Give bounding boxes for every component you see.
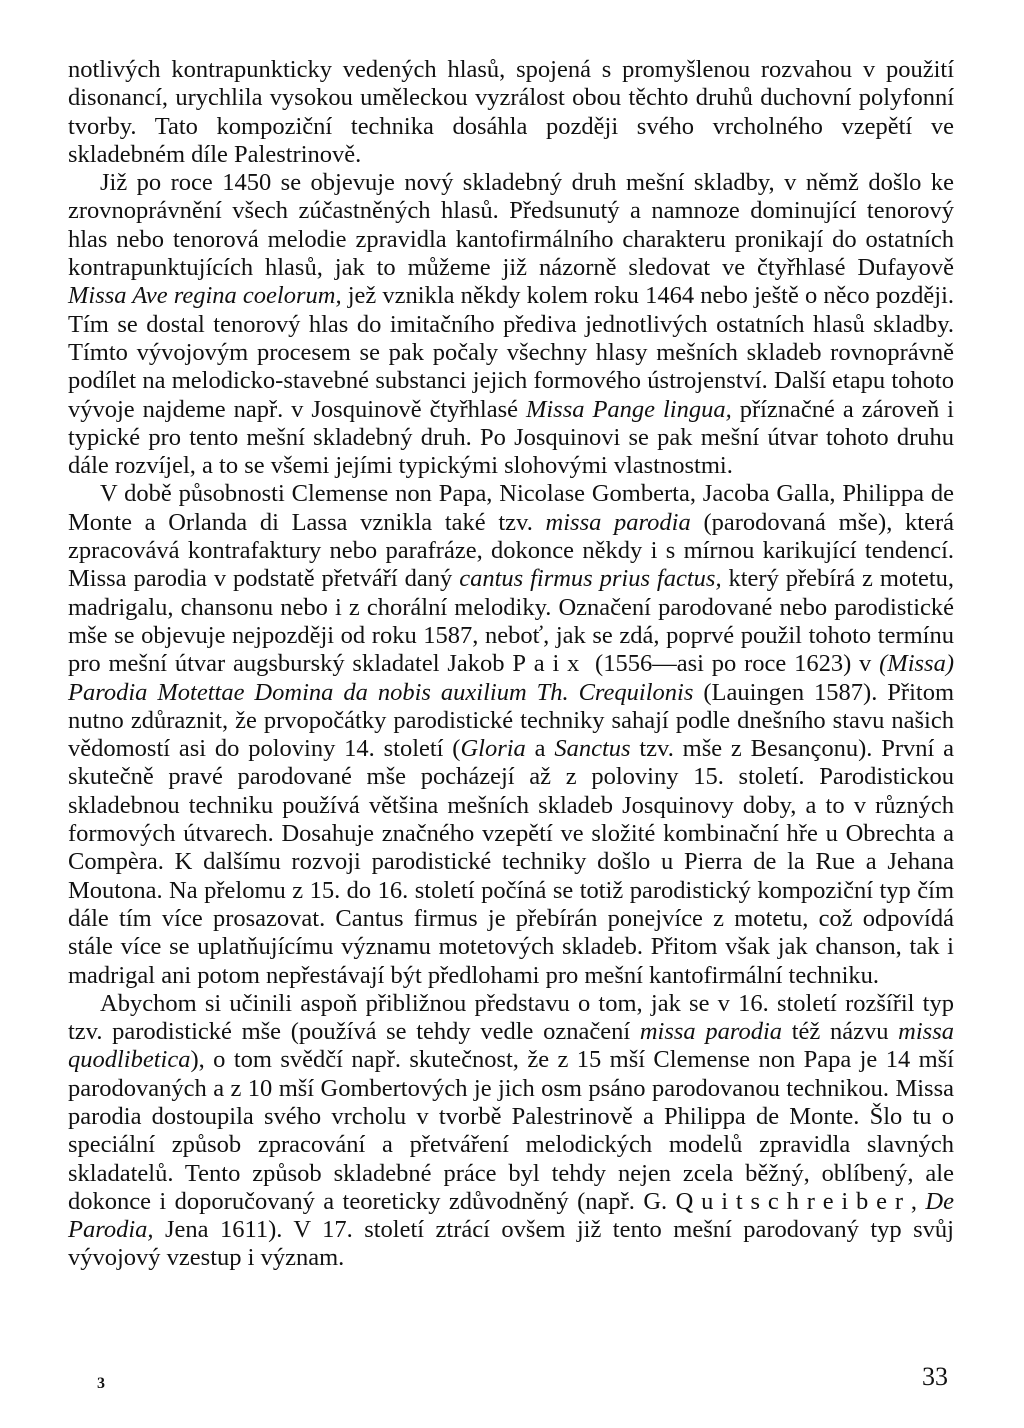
- text-run: ), o tom svědčí např. skutečnost, že z 15 mší Clemense non Papa je 14 mší parodovaných a z 10 mší Gombertových je jich osm psáno parodovanou technikou. Missa parodia dostoupila svého vrcholu v tvorbě Palestrinově a Philippa de Monte. Šlo tu o speciální způsob zpracování a přetváření melodických modelů zpravidla slavných skladatelů. Tento způsob skladebné práce byl tehdy nejen zcela běžný, oblíbený, ale dokonce i doporučovaný a teoreticky zdůvodněný (např. G.: [68, 1046, 954, 1215]
- printer-signature-mark: 3: [97, 1375, 105, 1392]
- text-run: ,: [910, 1187, 926, 1215]
- italic-text: missa quodlibetica: [68, 1018, 954, 1074]
- italic-text: Missa Pange lingua,: [525, 395, 732, 423]
- text-run: (Lauingen 1587). Přitom nutno zdůraznit, že prvopočátky parodistické techniky sahají podle dnešního stavu našich vědomostí asi do poloviny 14. století (: [68, 678, 955, 763]
- text-run: notlivých kontrapunkticky vedených hlasů, spojená s promyšlenou rozvahou v použití disonancí, urychlila vysokou uměleckou vyzrálost obou těchto druhů duchovní polyfonní tvorby. Tato kompoziční technika dosáhla později svého vrcholného vzepětí ve skladebném díle Palestrinově.: [68, 56, 954, 168]
- text-run: tzv. mše z Besançonu). První a skutečně pravé parodované mše pocházejí až z poloviny 15. století. Parodistickou skladebnou techniku používá většina mešních skladeb Josquinovy doby, a to v různých formových útvarech. Dosahuje značného vzepětí ve složité kombinační hře u Obrechta a Compèra. K dalšímu rozvoji parodistické techniky došlo u Pierra de la Rue a Jehana Moutona. Na přelomu z 15. do 16. století počíná se totiž parodistický kompoziční typ čím dále tím více prosazovat. Cantus firmus je přebírán ponejvíce z motetu, což odpovídá stále více se uplatňujícímu významu motetových skladeb. Přitom však jak chanson, tak i madrigal ani potom nepřestávají být předlohami pro mešní kantofirmální techniku.: [68, 735, 954, 989]
- italic-text: Missa Ave regina coelorum,: [68, 282, 342, 310]
- paragraph: [68, 480, 954, 989]
- italic-text: cantus firmus prius factus,: [459, 565, 722, 593]
- text-run: který přebírá z motetu, madrigalu, chansonu nebo i z chorální melodiky. Označení parodované nebo parodistické mše se objevuje nejpozději od roku 1587, neboť, jak se zdá, poprvé použil tohoto termínu pro mešní útvar augsburský skladatel Jakob: [68, 565, 954, 678]
- paragraph: [68, 990, 954, 1273]
- paragraph: [68, 56, 954, 169]
- text-run: V době působnosti Clemense non Papa, Nicolase Gomberta, Jacoba Galla, Philippa de Monte a Orlanda di Lassa vznikla také tzv.: [68, 480, 954, 536]
- text-run: (1556—asi po roce 1623) v: [587, 650, 880, 678]
- italic-text: Gloria: [460, 735, 526, 763]
- text-run: Jena 1611). V 17. století ztrácí ovšem již tento mešní parodovaný typ svůj vývojový vzestup i význam.: [68, 1216, 954, 1272]
- italic-text: De Parodia,: [68, 1187, 954, 1244]
- text-run: též názvu: [782, 1018, 899, 1046]
- spaced-name: Paix: [512, 650, 588, 678]
- text-run: (parodovaná mše), která zpracovává kontrafaktury nebo parafráze, dokonce někdy i s mírnou karikující tendencí. Missa parodia v podstatě přetváří daný: [68, 508, 954, 593]
- italic-text: Sanctus: [554, 735, 631, 763]
- text-run: Abychom si učinili aspoň přibližnou představu o tom, jak se v 16. století rozšířil typ tzv. parodistické mše (používá se tehdy vedle označení: [68, 989, 954, 1046]
- text-run: Již po roce 1450 se objevuje nový skladebný druh mešní skladby, v němž došlo ke zrovnoprávnění všech zúčastněných hlasů. Předsunutý a namnoze dominující tenorový hlas nebo tenorová melodie zpravidla kantofirmálního charakteru pronikají do ostatních kontrapunktujících hlasů, jak to můžeme již názorně sledovat ve čtyřhlasé Dufayově: [68, 169, 954, 282]
- body-text: [68, 56, 954, 1273]
- italic-text: (Missa) Parodia Motettae Domina da nobis auxilium Th. Crequilonis: [68, 650, 954, 706]
- text-run: a: [525, 735, 555, 763]
- spaced-name: Quitschreiber: [675, 1187, 911, 1215]
- paragraph: [68, 169, 954, 480]
- italic-text: missa parodia: [639, 1018, 783, 1046]
- page-number: 33: [922, 1362, 948, 1391]
- italic-text: missa parodia: [545, 508, 691, 536]
- text-run: příznačné a zároveň i typické pro tento mešní skladebný druh. Po Josquinovi se pak mešní útvar tohoto druhu dále rozvíjel, a to se všemi jejími typickými slohovými vlastnostmi.: [68, 395, 954, 480]
- text-run: jež vznikla někdy kolem roku 1464 nebo ještě o něco později. Tím se dostal tenorový hlas do imitačního přediva jednotlivých ostatních hlasů skladby. Tímto vývojovým procesem se pak počaly všechny hlasy mešních skladeb rovnoprávně podílet na melodicko-stavebné substanci jejich formového ústrojenství. Další etapu tohoto vývoje najdeme např. v Josquinově čtyřhlasé: [68, 282, 954, 423]
